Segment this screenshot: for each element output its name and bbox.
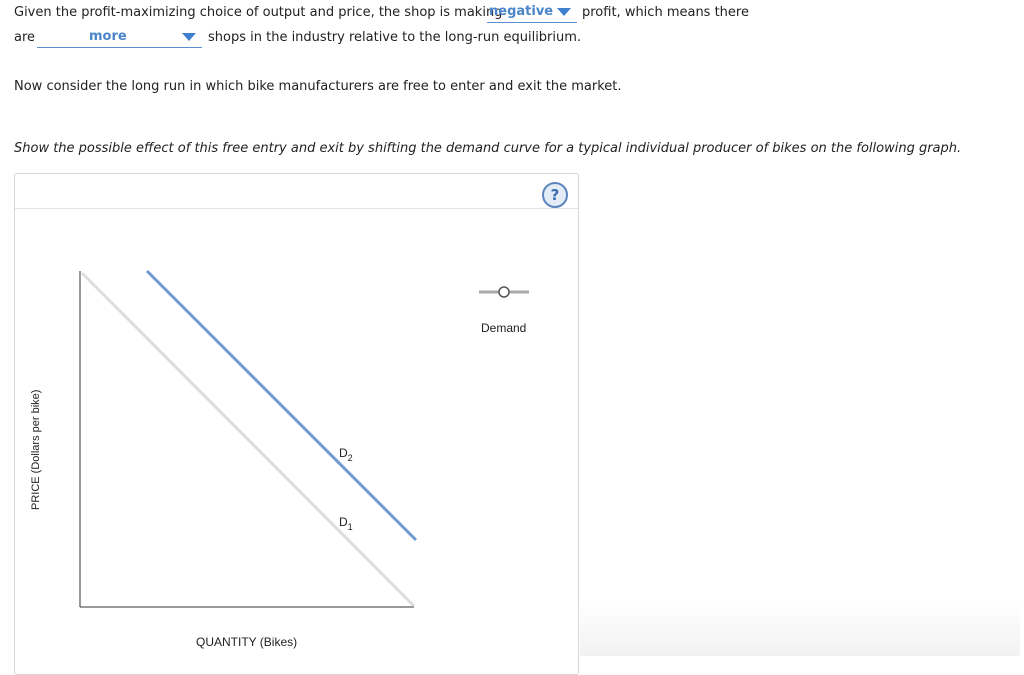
x-axis-label: QUANTITY (Bikes): [196, 635, 298, 649]
line1-before-text: Given the profit-maximizing choice of output and price, the shop is making: [14, 5, 503, 20]
line2-after-text: shops in the industry relative to the long-run equilibrium.: [208, 30, 582, 45]
instruction-text: Show the possible effect of this free entry and exit by shifting the demand curve for a typical individual producer of bikes on the following graph.: [14, 141, 962, 156]
bottom-shade: [580, 600, 1020, 656]
graph-canvas: [15, 174, 578, 674]
demand-tool[interactable]: [479, 287, 529, 335]
line2-after: [208, 30, 581, 45]
line2-before-text: are: [14, 30, 36, 45]
help-icon-label: ?: [550, 186, 560, 204]
profit-type-value: negative: [489, 4, 554, 19]
question-line-2: [14, 30, 35, 45]
y-axis-label: PRICE (Dollars per bike): [30, 389, 42, 510]
label-d2-sub: 2: [347, 453, 353, 463]
shop-count-value: more: [89, 29, 127, 44]
question-line-1: [14, 5, 502, 20]
line1-after-text: profit, which means there: [582, 5, 749, 20]
label-d1-main: D: [339, 515, 348, 529]
shop-count-dropdown[interactable]: [37, 25, 202, 48]
label-d1-sub: 1: [347, 522, 353, 532]
label-d2: [339, 446, 353, 463]
demand-tool-marker: [499, 287, 509, 297]
chevron-down-icon: [557, 8, 571, 16]
profit-type-dropdown[interactable]: [487, 0, 577, 23]
label-d2-main: D: [339, 446, 348, 460]
line1-after: [582, 5, 749, 20]
graph-panel: [14, 173, 579, 675]
demand-curve-d2[interactable]: [147, 271, 416, 540]
demand-curve-d1[interactable]: [82, 273, 414, 606]
demand-tool-label: Demand: [481, 321, 527, 335]
label-d1: [339, 515, 353, 532]
long-run-text: Now consider the long run in which bike manufacturers are free to enter and exit the market.: [14, 79, 622, 94]
chevron-down-icon: [182, 33, 196, 41]
